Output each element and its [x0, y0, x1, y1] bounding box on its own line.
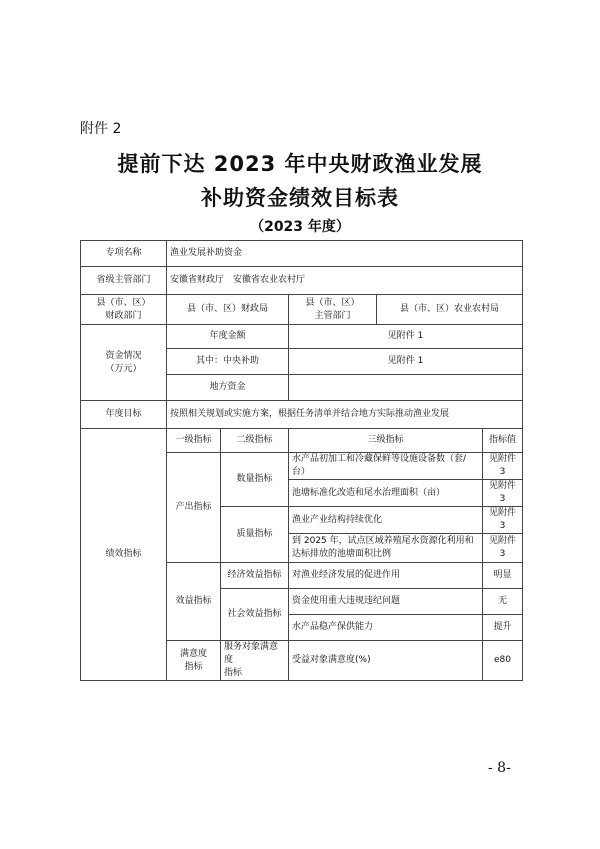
- funds-row-value: [289, 375, 523, 401]
- indicator-name: 对渔业经济发展的促进作用: [289, 563, 483, 589]
- province-dept-value: 安徽省财政厅 安徽省农业农村厅: [167, 267, 523, 295]
- indicator-name: 渔业产业结构持续优化: [289, 507, 483, 534]
- indicator-value: 见附件 3: [483, 507, 523, 534]
- header-level3: 三级指标: [289, 429, 483, 453]
- funds-row-value: 见附件 1: [289, 349, 523, 375]
- project-name-value: 渔业发展补助资金: [167, 241, 523, 267]
- annual-goal-text: 按照相关规划或实施方案，根据任务清单并结合地方实际推动渔业发展: [167, 401, 523, 429]
- funds-row-label: 年度金额: [167, 325, 289, 349]
- funds-row-value: 见附件 1: [289, 325, 523, 349]
- indicator-value: 见附件 3: [483, 480, 523, 507]
- funds-label: 资金情况 （万元）: [81, 325, 167, 401]
- quantity-indicator-label: 数量指标: [221, 453, 289, 507]
- economic-indicator-label: 经济效益指标: [221, 563, 289, 589]
- indicator-value: 见附件 3: [483, 534, 523, 563]
- social-indicator-label: 社会效益指标: [221, 589, 289, 641]
- indicator-value: 提升: [483, 615, 523, 641]
- indicator-value: 见附件 3: [483, 453, 523, 480]
- indicator-name: 水产品稳产保供能力: [289, 615, 483, 641]
- performance-table: [80, 240, 523, 681]
- province-dept-label: 省级主管部门: [81, 267, 167, 295]
- page-number: - 8-: [488, 760, 511, 776]
- county-dept-label: 县（市、区） 主管部门: [289, 295, 377, 325]
- header-level2: 二级指标: [221, 429, 289, 453]
- quality-indicator-label: 质量指标: [221, 507, 289, 563]
- satisfaction-indicator-label: 满意度 指标: [167, 641, 221, 681]
- indicator-name: 受益对象满意度(%): [289, 641, 483, 681]
- annual-goal-label: 年度目标: [81, 401, 167, 429]
- indicator-value: 无: [483, 589, 523, 615]
- county-finance-label: 县（市、区） 财政部门: [81, 295, 167, 325]
- indicator-value: e80: [483, 641, 523, 681]
- county-finance-value: 县（市、区）财政局: [167, 295, 289, 325]
- attachment-label: 附件 2: [80, 121, 122, 137]
- funds-row-label: 其中：中央补助: [167, 349, 289, 375]
- indicator-name: 池塘标准化改造和尾水治理面积（亩）: [289, 480, 483, 507]
- title-line-1: 提前下达 2023 年中央财政渔业发展: [117, 152, 483, 176]
- service-satisfaction-label: 服务对象满意度 指标: [221, 641, 289, 681]
- performance-label: 绩效指标: [81, 429, 167, 681]
- benefit-indicator-label: 效益指标: [167, 563, 221, 641]
- indicator-name: 资金使用重大违规违纪问题: [289, 589, 483, 615]
- title-line-2: 补助资金绩效目标表: [201, 186, 399, 210]
- header-level1: 一级指标: [167, 429, 221, 453]
- indicator-name: 水产品初加工和冷藏保鲜等设施设备数（套/台）: [289, 453, 483, 480]
- county-dept-value: 县（市、区）农业农村局: [377, 295, 523, 325]
- indicator-value: 明显: [483, 563, 523, 589]
- header-value: 指标值: [483, 429, 523, 453]
- funds-row-label: 地方资金: [167, 375, 289, 401]
- project-name-label: 专项名称: [81, 241, 167, 267]
- indicator-name: 到 2025 年，试点区域养殖尾水资源化利用和达标排放的池塘面积比例: [289, 534, 483, 563]
- output-indicator-label: 产出指标: [167, 453, 221, 563]
- year-label: （2023 年度）: [250, 219, 350, 235]
